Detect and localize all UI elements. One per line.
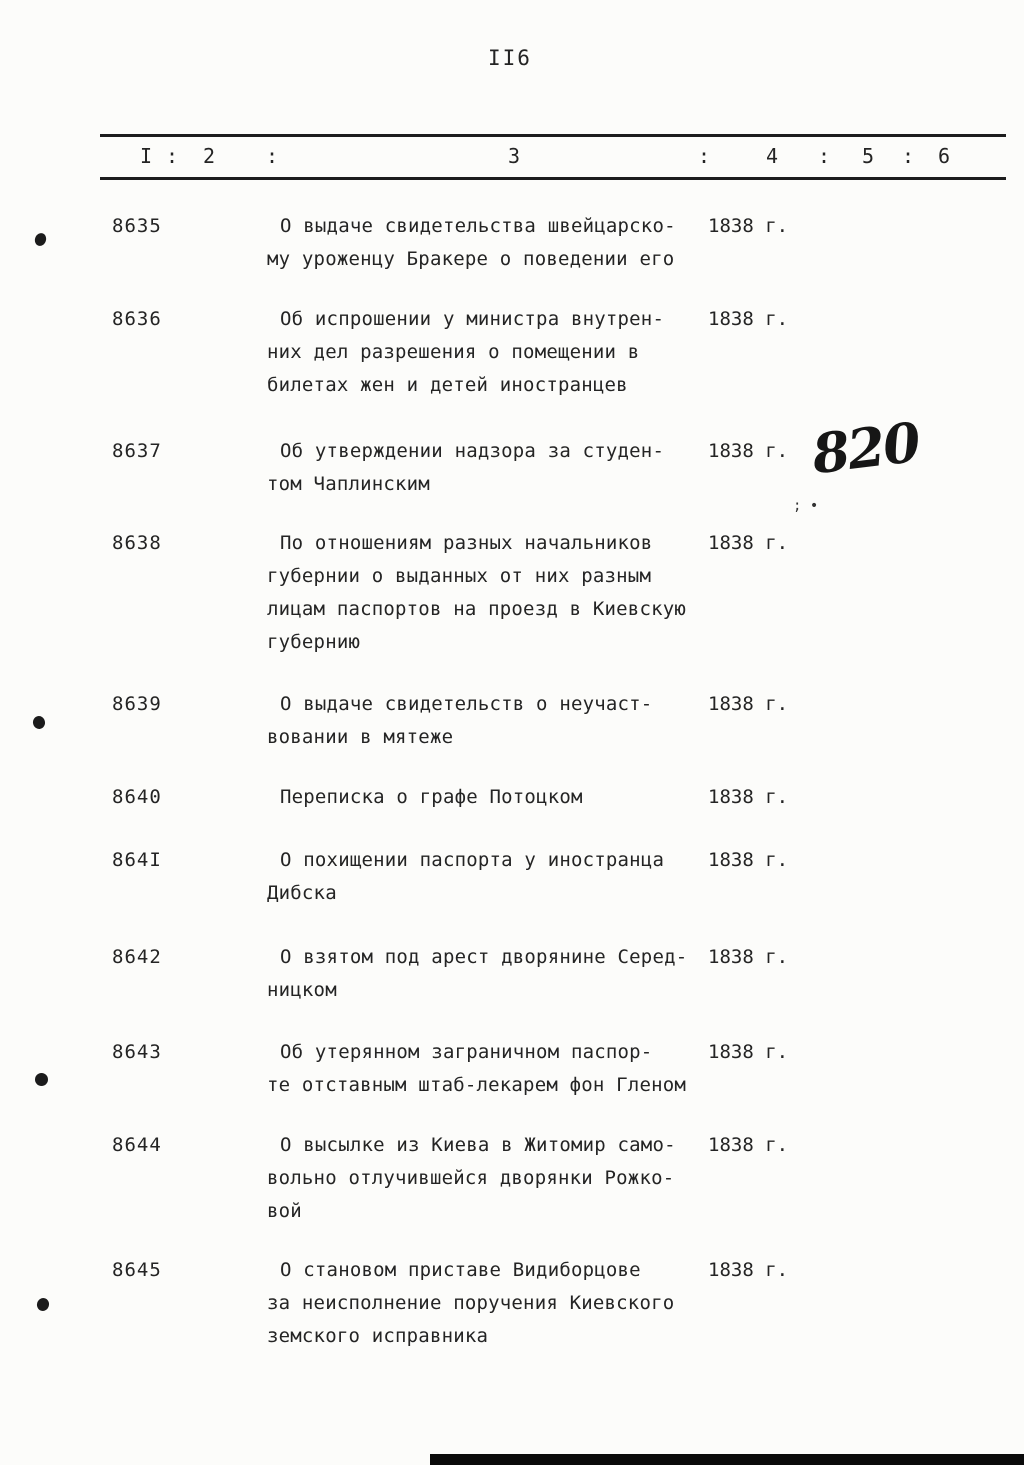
entry-number: 8645 [112,1259,162,1281]
entry-year: 1838 г. [708,946,789,968]
entry-line: Об утверждении надзора за студен- [280,440,665,462]
entry-line: му уроженцу Бракере о поведении его [267,248,675,270]
entry-number: 8638 [112,532,162,554]
entry-line: за неисполнение поручения Киевского [267,1292,675,1314]
column-label-5: 5 [862,144,875,168]
ink-dot [35,1073,48,1086]
entry-year: 1838 г. [708,440,789,462]
entry-line: губернию [267,631,361,653]
entry-line: вой [267,1200,302,1222]
entry-line: О выдаче свидетельства швейцарско- [280,215,676,237]
handwritten-mark: 820 [808,409,923,487]
entry-description [267,303,717,402]
entry-description [267,435,717,501]
entry-line: О становом приставе Видиборцове [280,1259,641,1281]
column-label-2: 2 [203,144,216,168]
stray-ink-mark: ; • [793,498,819,514]
entry-year: 1838 г. [708,1134,789,1156]
column-label-1: I [140,144,153,168]
entry-line: По отношениям разных начальников [280,532,653,554]
entry-description [267,1129,717,1228]
entry-number: 8635 [112,215,162,237]
entry-number: 8640 [112,786,162,808]
column-separator: : [818,144,831,168]
entry-line: лицам паспортов на проезд в Киевскую [267,598,687,620]
entry-number: 864I [112,849,162,871]
entry-year: 1838 г. [708,532,789,554]
column-label-4: 4 [766,144,779,168]
entry-year: 1838 г. [708,786,789,808]
column-separator: : [902,144,915,168]
ink-dot [33,232,48,248]
entry-year: 1838 г. [708,215,789,237]
entry-line: губернии о выданных от них разным [267,565,652,587]
entry-line: земского исправника [267,1325,489,1347]
entry-description [267,844,717,910]
entry-number: 8636 [112,308,162,330]
entry-line: О похищении паспорта у иностранца [280,849,665,871]
entry-description [267,781,717,814]
entry-line: них дел разрешения о помещении в [267,341,640,363]
entry-line: О высылке из Киева в Житомир само- [280,1134,676,1156]
entry-year: 1838 г. [708,693,789,715]
entry-year: 1838 г. [708,849,789,871]
entry-line: О выдаче свидетельств о неучаст- [280,693,653,715]
ink-dot [32,715,46,730]
entry-line: том Чаплинским [267,473,430,495]
scan-edge-artifact [430,1454,1024,1465]
entry-description [267,210,717,276]
entry-number: 8644 [112,1134,162,1156]
table-header-rule [100,177,1006,180]
entry-line: Об утерянном заграничном паспор- [280,1041,653,1063]
entry-line: ницком [267,979,337,1001]
ink-dot [36,1297,51,1313]
entry-line: вовании в мятеже [267,726,454,748]
table-column-header [0,144,1024,174]
entry-line: Дибска [267,882,337,904]
entry-description [267,941,717,1007]
column-separator: : [698,144,711,168]
page-number: II6 [488,46,532,70]
entry-description [267,527,717,659]
entry-number: 8642 [112,946,162,968]
column-separator: : [266,144,279,168]
entry-line: те отставным штаб-лекарем фон Гленом [267,1074,687,1096]
entry-year: 1838 г. [708,1259,789,1281]
entry-description [267,688,717,754]
entry-line: Об испрошении у министра внутрен- [280,308,665,330]
entry-line: вольно отлучившейся дворянки Рожко- [267,1167,675,1189]
entry-line: О взятом под арест дворянине Серед- [280,946,688,968]
entry-description [267,1036,717,1102]
entry-description [267,1254,717,1353]
entry-number: 8637 [112,440,162,462]
table-top-rule [100,134,1006,137]
column-label-3: 3 [508,144,521,168]
entry-year: 1838 г. [708,1041,789,1063]
entry-number: 8639 [112,693,162,715]
column-separator: : [166,144,179,168]
entry-year: 1838 г. [708,308,789,330]
entry-line: билетах жен и детей иностранцев [267,374,628,396]
column-label-6: 6 [938,144,951,168]
entry-line: Переписка о графе Потоцком [280,786,583,808]
entry-number: 8643 [112,1041,162,1063]
